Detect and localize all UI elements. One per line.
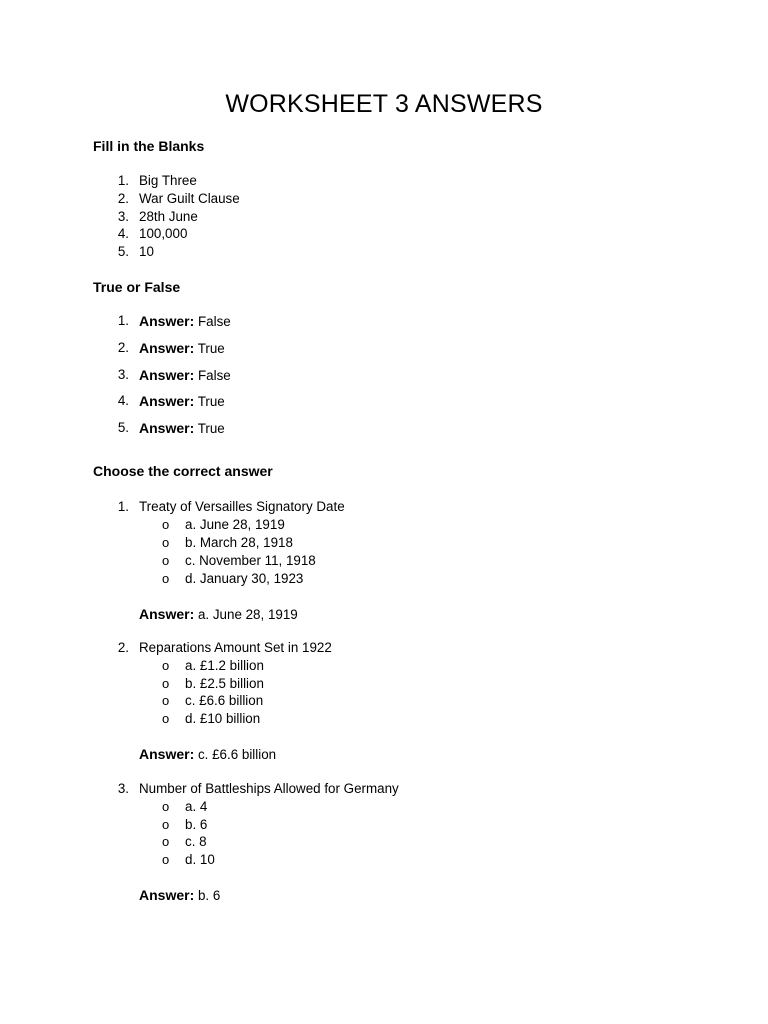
answer-value: False: [197, 314, 231, 329]
bullet: o: [162, 693, 170, 708]
bullet: o: [162, 571, 170, 586]
bullet: o: [162, 834, 170, 849]
list-number: 1.: [117, 173, 129, 188]
fill-in-blanks-heading: Fill in the Blanks: [93, 138, 205, 154]
answer-value: c. £6.6 billion: [197, 747, 277, 762]
list-number: 1.: [117, 313, 129, 328]
list-number: 5.: [117, 244, 129, 260]
list-number: 3.: [117, 367, 129, 382]
bullet: o: [162, 658, 170, 673]
answer-label: Answer:: [139, 393, 195, 409]
option-text: c. £6.6 billion: [185, 693, 264, 708]
answer-label: Answer:: [139, 746, 195, 762]
answer-line: [139, 745, 276, 763]
answer-value: a. June 28, 1919: [197, 607, 298, 622]
option-text: c. 8: [185, 834, 207, 849]
question-text: Number of Battleships Allowed for Germany: [139, 781, 399, 796]
answer-value: True: [197, 421, 225, 436]
answer-line: [139, 605, 298, 623]
option-text: b. £2.5 billion: [185, 676, 264, 691]
answer-value: b. 6: [197, 888, 221, 903]
fill-answer: Big Three: [139, 173, 197, 188]
bullet: o: [162, 799, 170, 814]
option-text: d. £10 billion: [185, 711, 261, 726]
option-text: b. 6: [185, 817, 208, 832]
list-number: 4.: [117, 226, 129, 242]
fill-answer: 10: [139, 244, 154, 260]
answer-label: Answer:: [139, 887, 195, 903]
answer-value: True: [197, 394, 225, 409]
answer-value: False: [197, 368, 231, 383]
bullet: o: [162, 517, 170, 532]
page-title: WORKSHEET 3 ANSWERS: [225, 90, 543, 118]
option-text: d. January 30, 1923: [185, 571, 304, 586]
answer-label: Answer:: [139, 313, 195, 329]
bullet: o: [162, 711, 170, 726]
fill-answer: 100,000: [139, 226, 188, 242]
option-text: a. June 28, 1919: [185, 517, 285, 532]
answer-label: Answer:: [139, 340, 195, 356]
option-text: a. 4: [185, 799, 208, 814]
answer-line: [139, 886, 220, 904]
bullet: o: [162, 817, 170, 832]
answer-label: Answer:: [139, 420, 195, 436]
list-number: 2.: [117, 640, 129, 655]
bullet: o: [162, 852, 170, 867]
bullet: o: [162, 676, 170, 691]
list-number: 2.: [117, 340, 129, 355]
answer-label: Answer:: [139, 367, 195, 383]
fill-answer: 28th June: [139, 208, 198, 224]
option-text: a. £1.2 billion: [185, 658, 264, 673]
answer-label: Answer:: [139, 606, 195, 622]
list-number: 5.: [117, 420, 129, 435]
bullet: o: [162, 553, 170, 568]
option-text: d. 10: [185, 852, 215, 867]
question-text: Treaty of Versailles Signatory Date: [139, 499, 345, 514]
list-number: 3.: [117, 208, 129, 224]
list-number: 2.: [117, 190, 129, 206]
true-false-heading: True or False: [93, 279, 181, 295]
list-number: 3.: [117, 781, 129, 796]
multiple-choice-heading: Choose the correct answer: [93, 463, 273, 479]
bullet: o: [162, 535, 170, 550]
list-number: 1.: [117, 499, 129, 514]
option-text: c. November 11, 1918: [185, 553, 316, 568]
option-text: b. March 28, 1918: [185, 535, 293, 550]
answer-value: True: [197, 341, 225, 356]
question-text: Reparations Amount Set in 1922: [139, 640, 332, 655]
fill-answer: War Guilt Clause: [139, 190, 240, 206]
list-number: 4.: [117, 393, 129, 408]
